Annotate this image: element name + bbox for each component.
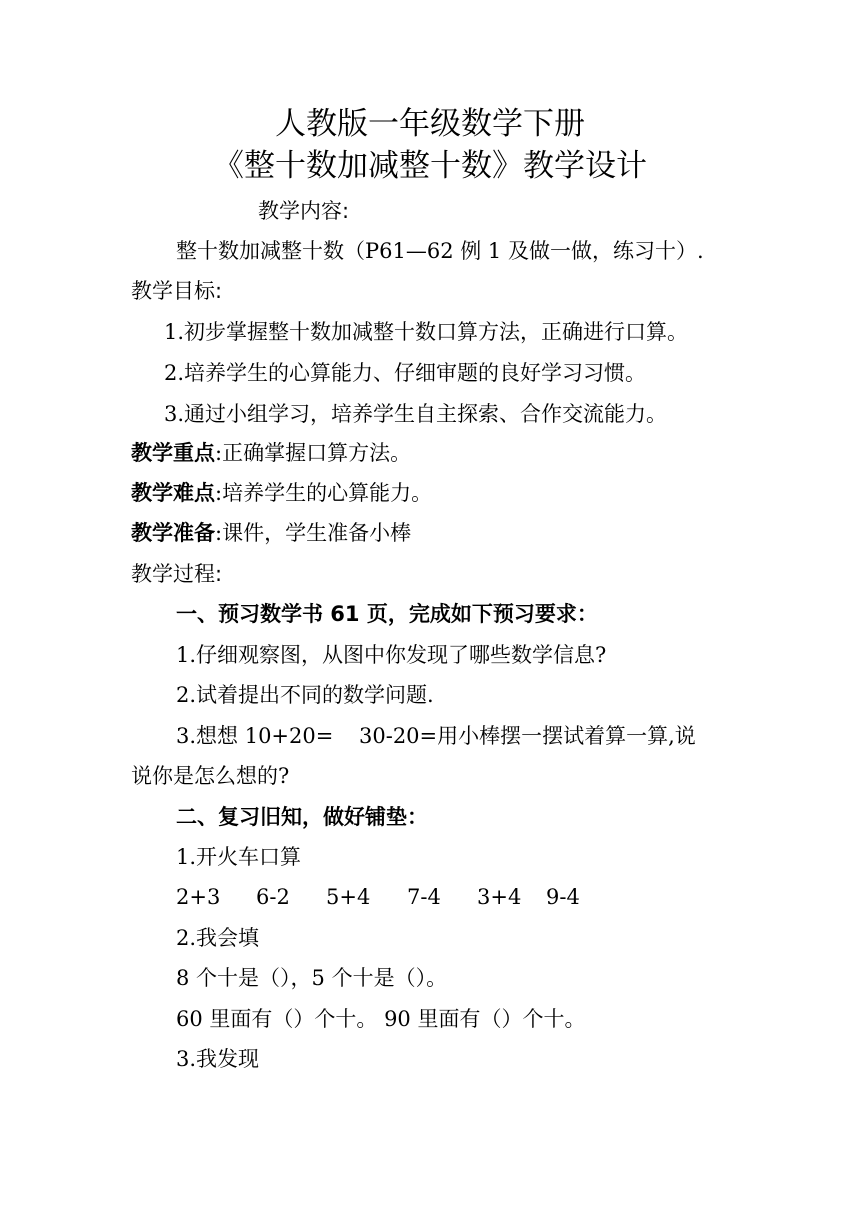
difficulty-text: :培养学生的心算能力。: [215, 481, 433, 505]
preparation-text: :课件，学生准备小棒: [215, 521, 412, 545]
difficulty-label: 教学难点: [131, 481, 215, 505]
expression-item: 9-4: [546, 885, 580, 909]
preparation-row: [131, 518, 411, 548]
fill-label: 2.我会填: [176, 926, 260, 950]
goals-label: 教学目标:: [131, 279, 223, 303]
expression-item: 7-4: [407, 885, 441, 909]
document-title-line-1: 人教版一年级数学下册: [275, 106, 585, 142]
section-1-heading: 一、预习数学书 61 页，完成如下预习要求：: [176, 602, 598, 626]
fill-line-1: 8 个十是（），5 个十是（）。: [176, 966, 448, 990]
difficulty-row: [131, 478, 432, 508]
section-1-item-3b: 30-20=用小棒摆一摆试着算一算,说: [359, 724, 696, 748]
key-point-row: [131, 438, 411, 468]
section-1-item-3c: 说你是怎么想的?: [131, 764, 290, 788]
section-2-heading: 二、复习旧知，做好铺垫：: [176, 805, 428, 829]
expression-item: 6-2: [256, 885, 290, 909]
expression-item: 3+4: [477, 885, 522, 909]
preparation-label: 教学准备: [131, 521, 215, 545]
process-label: 教学过程:: [131, 562, 223, 586]
content-text: 整十数加减整十数（P61—62 例 1 及做一做，练习十）.: [176, 239, 704, 263]
section-1-item-1: 1.仔细观察图，从图中你发现了哪些数学信息?: [176, 643, 607, 667]
section-1-item-3a: 3.想想 10+20=: [176, 724, 334, 748]
expression-item: 2+3: [176, 885, 221, 909]
key-point-text: :正确掌握口算方法。: [215, 441, 412, 465]
key-point-label: 教学重点: [131, 441, 215, 465]
fill-line-2: 60 里面有（）个十。 90 里面有（）个十。: [176, 1007, 586, 1031]
discover-label: 3.我发现: [176, 1047, 260, 1071]
goal-item-1: 1.初步掌握整十数加减整十数口算方法，正确进行口算。: [164, 320, 689, 344]
content-label: 教学内容:: [258, 199, 350, 223]
train-calc-label: 1.开火车口算: [176, 845, 302, 869]
goal-item-2: 2.培养学生的心算能力、仔细审题的良好学习习惯。: [164, 361, 647, 385]
section-1-item-2: 2.试着提出不同的数学问题.: [176, 683, 434, 707]
expression-item: 5+4: [326, 885, 371, 909]
goal-item-3: 3.通过小组学习，培养学生自主探索、合作交流能力。: [164, 402, 668, 426]
document-title-line-2: 《整十数加减整十数》教学设计: [213, 148, 647, 184]
expression-row: [176, 882, 580, 912]
